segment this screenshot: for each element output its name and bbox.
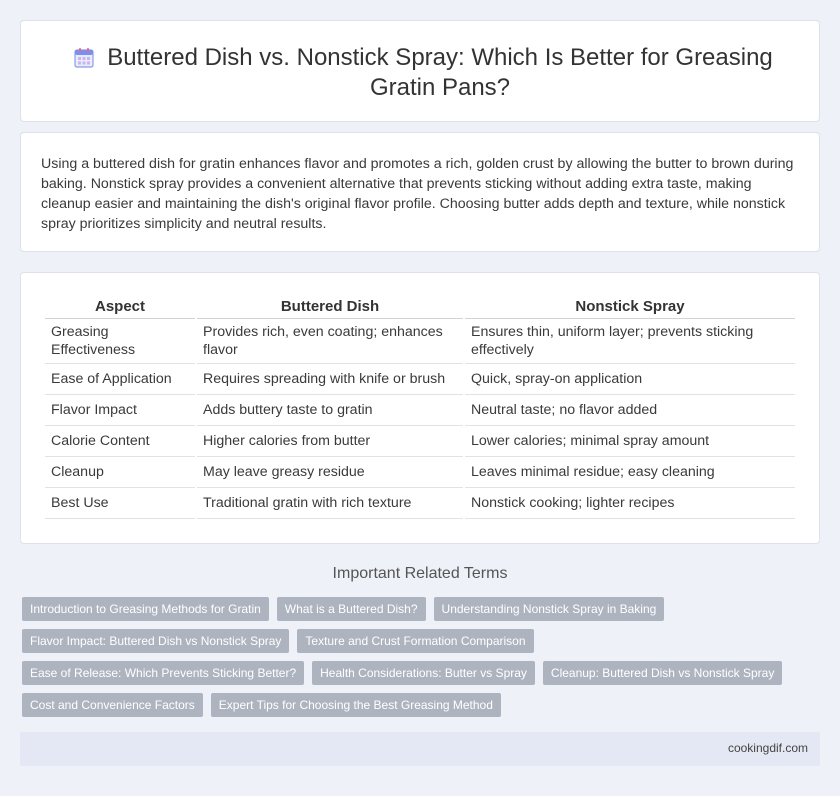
cell-aspect: Flavor Impact	[45, 395, 195, 426]
cell-spray: Lower calories; minimal spray amount	[465, 426, 795, 457]
title-card	[20, 20, 820, 122]
related-tag[interactable]: Expert Tips for Choosing the Best Greasing Method	[211, 693, 501, 717]
cell-buttered: May leave greasy residue	[197, 457, 463, 488]
header-aspect: Aspect	[45, 297, 195, 319]
cell-buttered: Requires spreading with knife or brush	[197, 364, 463, 395]
table-row	[45, 457, 795, 488]
related-terms-heading: Important Related Terms	[332, 565, 508, 582]
cell-spray: Leaves minimal residue; easy cleaning	[465, 457, 795, 488]
related-tags	[22, 597, 822, 717]
related-tag[interactable]: What is a Buttered Dish?	[277, 597, 426, 621]
cell-buttered: Higher calories from butter	[197, 426, 463, 457]
header-buttered-dish: Buttered Dish	[197, 297, 463, 319]
table-header-row	[45, 297, 795, 319]
cell-aspect: Best Use	[45, 488, 195, 519]
cell-aspect: Cleanup	[45, 457, 195, 488]
table-row	[45, 395, 795, 426]
related-tag[interactable]: Cleanup: Buttered Dish vs Nonstick Spray	[543, 661, 782, 685]
table-row	[45, 426, 795, 457]
related-tag[interactable]: Flavor Impact: Buttered Dish vs Nonstick Spray	[22, 629, 289, 653]
footer	[20, 732, 820, 766]
header-nonstick-spray: Nonstick Spray	[465, 297, 795, 319]
related-tag[interactable]: Cost and Convenience Factors	[22, 693, 203, 717]
intro-card	[20, 132, 820, 252]
comparison-card	[20, 272, 820, 544]
cell-spray: Neutral taste; no flavor added	[465, 395, 795, 426]
cell-buttered: Provides rich, even coating; enhances flavor	[197, 319, 463, 364]
page-title: Buttered Dish vs. Nonstick Spray: Which Is Better for Greasing Gratin Pans?	[107, 44, 773, 101]
table-row	[45, 319, 795, 364]
cell-buttered: Adds buttery taste to gratin	[197, 395, 463, 426]
cell-spray: Ensures thin, uniform layer; prevents sticking effectively	[465, 319, 795, 364]
table-row	[45, 488, 795, 519]
cell-aspect: Greasing Effectiveness	[45, 319, 195, 364]
related-tag[interactable]: Understanding Nonstick Spray in Baking	[434, 597, 665, 621]
comparison-table	[43, 297, 797, 519]
cell-aspect: Ease of Application	[45, 364, 195, 395]
footer-site-link[interactable]: cookingdif.com	[727, 741, 808, 755]
cell-aspect: Calorie Content	[45, 426, 195, 457]
intro-text: Using a buttered dish for gratin enhances flavor and promotes a rich, golden crust by allowing the butter to brown during baking. Nonstick spray provides a convenient alternative that prevents sticking without adding extra taste, making cleanup easier and maintaining the dish's original flavor profile. Choosing butter adds depth and texture, while nonstick spray prioritizes simplicity and neutral results.	[41, 156, 794, 232]
related-tag[interactable]: Health Considerations: Butter vs Spray	[312, 661, 535, 685]
related-tag[interactable]: Texture and Crust Formation Comparison	[297, 629, 533, 653]
related-tag[interactable]: Introduction to Greasing Methods for Gratin	[22, 597, 269, 621]
cell-buttered: Traditional gratin with rich texture	[197, 488, 463, 519]
cell-spray: Quick, spray-on application	[465, 364, 795, 395]
table-row	[45, 364, 795, 395]
cell-spray: Nonstick cooking; lighter recipes	[465, 488, 795, 519]
related-tag[interactable]: Ease of Release: Which Prevents Sticking Better?	[22, 661, 304, 685]
